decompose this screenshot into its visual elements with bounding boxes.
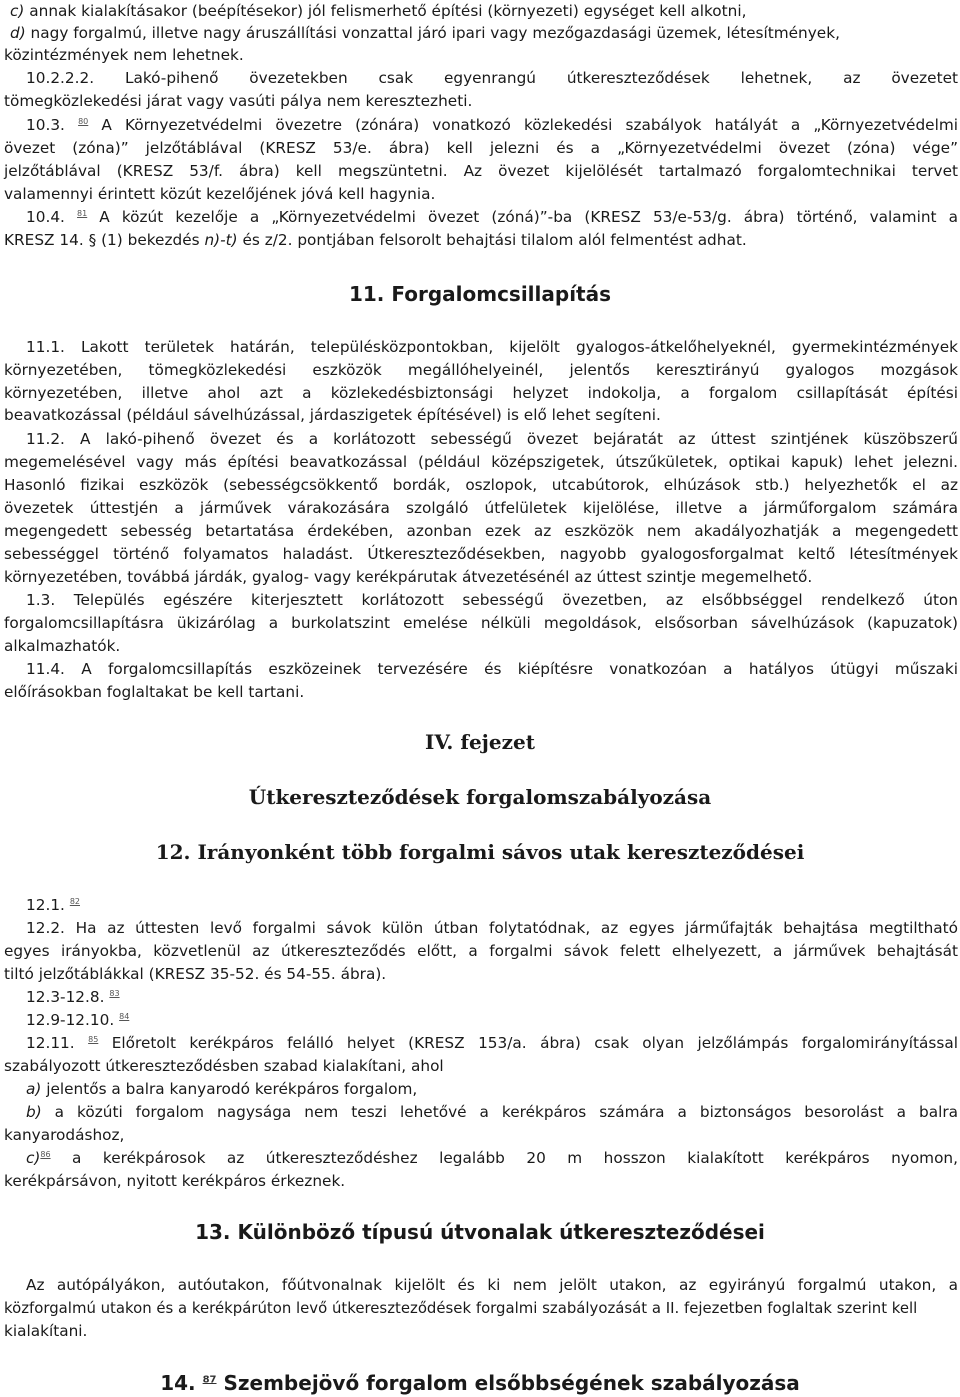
paragraph-line [4,1009,958,1031]
section-number: 12.1. [26,896,65,914]
paragraph-line [4,635,958,657]
paragraph-line [4,44,958,66]
line-text: szabályozott útkereszteződésben szabad kialakítani, ahol [4,1057,444,1075]
paragraph-line [4,986,958,1008]
line-text: jelzőtáblával (KRESZ 53/f. ábra) kell megszüntetni. Az övezet kijelölését tartalmazó forgalomtechnikai tervet [4,162,958,180]
footnote-link[interactable]: 85 [88,1034,99,1044]
paragraph-line [4,90,958,112]
paragraph-line [4,1078,958,1100]
line-text: alkalmazhatók. [4,637,121,655]
line-text: közintézmények nem lehetnek. [4,46,244,64]
line-text: a kerékpárosok az útkereszteződéshez legalább 20 m hosszon kialakított kerékpáros nyomon, [50,1149,958,1167]
paragraph-line [4,359,958,381]
paragraph-line [4,1170,958,1192]
section-heading-12: 12. Irányonként több forgalmi sávos utak kereszteződései [155,840,805,864]
line-text: beavatkozással (például sávelhúzással, járdaszigetek építésével) is elő lehet segíteni. [4,406,661,424]
list-marker: a) [26,1080,42,1098]
line-text: övezetek úttestjén a járművek várakozására szolgáló útfelületek kijelölése, illetve a járműforgalom számára [4,499,958,517]
section-number: 14. [160,1371,196,1395]
line-text: és z/2. pontjában felsorolt behajtási tilalom alól felmentést adhat. [237,231,747,249]
paragraph-line [4,566,958,588]
footnote-link[interactable]: 87 [202,1374,217,1386]
paragraph-line [4,963,958,985]
paragraph-line [4,336,958,358]
line-text: megemelésével vagy más építési beavatkozással (például középszigetek, útszűkületek, optikai kapuk) lehet jelezni. [4,453,958,471]
paragraph-line [4,894,958,916]
paragraph-line [4,589,958,611]
chapter-title: Útkereszteződések forgalomszabályozása [248,785,712,809]
section-number: 12.11. [26,1034,75,1052]
paragraph-line [4,382,958,404]
chapter-number: IV. fejezet [425,730,535,754]
line-text: A Környezetvédelmi övezetre (zónára) vonatkozó közlekedési szabályok hatályát a „Környezetvédelmi [88,116,958,134]
line-text: előírásokban foglaltakat be kell tartani. [4,683,305,701]
line-text: Az autópályákon, autóutakon, főútvonalnak kijelölt és ki nem jelölt utakon, az egyirányú forgalmú utakon, a [26,1276,958,1294]
section-heading-14 [0,1370,960,1396]
paragraph-line [4,114,958,136]
paragraph-line [4,1274,958,1296]
paragraph-line [4,428,958,450]
list-marker: c) [10,2,25,20]
line-text: annak kialakításakor (beépítésekor) jól felismerhető építési (környezeti) egységet kell alkotni, [24,2,747,20]
paragraph-line [4,940,958,962]
line-text: egyes irányokba, közvetlenül az útkereszteződés előtt, a forgalmi sávok felett elhelyezett, a járművek behajtását [4,942,958,960]
footnote-link[interactable]: 82 [69,896,80,906]
paragraph-line [4,917,958,939]
line-text: Hasonló fizikai eszközök (sebességcsökkentő bordák, oszlopok, utcabútorok, elhúzások stb.) helyezhetők el az [4,476,958,494]
line-text: környezetében, továbbá járdák, gyalog- vagy kerékpárutak átvezetésénél az úttest szintje megemelhető. [4,568,813,586]
paragraph-line [4,183,958,205]
list-marker: b) [26,1103,42,1121]
line-text: 12.2. Ha az úttesten levő forgalmi sávok külön útban folytatódnak, az egyes járműfajták behajtása megtiltható [26,919,958,937]
paragraph-line [4,1124,958,1146]
italic-range: n)-t) [204,231,238,249]
line-text: forgalomcsillapításra ükizárólag a burkolatszint emelése nélküli megoldások, elsősorban sávelhúzások (kapuzatok) [4,614,958,632]
line-text: kanyarodáshoz, [4,1126,125,1144]
section-number: 12.9-12.10. [26,1011,115,1029]
section-heading-13: 13. Különböző típusú útvonalak útkereszteződései [195,1220,765,1244]
section-number: 10.4. [26,208,65,226]
line-text: kialakítani. [4,1322,88,1340]
paragraph-line [4,681,958,703]
paragraph-line [4,67,958,89]
footnote-link[interactable]: 80 [78,116,89,126]
paragraph-line [4,543,958,565]
list-marker: d) [10,24,26,42]
line-text: 11.2. A lakó-pihenő övezet és a korlátozott sebességű övezet bejáratát az úttest szintjének küszöbszerű [26,430,958,448]
paragraph-line [4,160,958,182]
line-text: a közúti forgalom nagysága nem teszi lehetővé a kerékpáros számára a biztonságos besorolást a balra [41,1103,958,1121]
line-text: 11.4. A forgalomcsillapítás eszközeinek tervezésére és kiépítésre vonatkozóan a hatályos útügyi műszaki [26,660,958,678]
line-text: sebességgel történő folyamatos haladást. Útkereszteződésekben, nagyobb gyalogosforgalmat keltő létesítmények [4,545,958,563]
paragraph-line [4,22,958,44]
line-text: övezet (zóna)” jelzőtáblával (KRESZ 53/e. ábra) kell jelezni és a „Környezetvédelmi övezet (zóna) vége” [4,139,958,157]
line-text: 11.1. Lakott területek határán, településközpontokban, kijelölt gyalogos-átkelőhelyeknél, gyermekintézmények [26,338,958,356]
line-text: közforgalmú utakon és a kerékpárúton levő útkereszteződések forgalmi szabályozását a II. fejezetben foglaltak szerint kell [4,1299,918,1317]
line-text: Előretolt kerékpáros felálló helyet (KRESZ 153/a. ábra) csak olyan jelzőlámpás forgalomirányítással [98,1034,958,1052]
paragraph-line [4,404,958,426]
heading-text: Szembejövő forgalom elsőbbségének szabályozása [223,1371,800,1395]
section-number: 10.3. [26,116,65,134]
paragraph-line [4,1032,958,1054]
paragraph-line [4,520,958,542]
footnote-link[interactable]: 84 [119,1011,130,1021]
footnote-link[interactable]: 86 [40,1149,51,1159]
paragraph-line [4,451,958,473]
paragraph-line [4,658,958,680]
line-text: 1.3. Település egészére kiterjesztett korlátozott sebességű övezetben, az elsőbbséggel rendelkező úton [26,591,958,609]
line-text: 10.2.2.2. Lakó-pihenő övezetekben csak egyenrangú útkereszteződések lehetnek, az övezetet [26,69,958,87]
paragraph-line [4,206,958,228]
line-text: kerékpársávon, nyitott kerékpáros érkeznek. [4,1172,346,1190]
footnote-link[interactable]: 83 [109,988,120,998]
list-marker: c) [26,1149,41,1167]
line-text: tömegközlekedési járat vagy vasúti pálya nem keresztezheti. [4,92,473,110]
line-text: tiltó jelzőtáblákkal (KRESZ 35-52. és 54-55. ábra). [4,965,387,983]
line-text: KRESZ 14. § (1) bekezdés [4,231,205,249]
paragraph-line [4,0,958,22]
paragraph-line [4,497,958,519]
line-text: környezetében, illetve ahol azt a közlekedésbiztonsági helyzet indokolja, a forgalom csillapítását építési [4,384,958,402]
paragraph-line [4,1320,958,1342]
line-text: környezetében, tömegközlekedési eszközök megállóhelyeinél, jelentős keresztirányú gyalogos mozgások [4,361,958,379]
paragraph-line [4,1055,958,1077]
paragraph-line [4,1147,958,1169]
paragraph-line [4,137,958,159]
paragraph-line [4,612,958,634]
paragraph-line [4,1101,958,1123]
paragraph-line [4,1297,958,1319]
line-text: valamennyi érintett közút kezelőjének jóvá kell hagynia. [4,185,436,203]
line-text: megengedett sebesség betartatása érdekében, azonban ezek az eszközök nem akadályozhatják a megengedett [4,522,958,540]
footnote-link[interactable]: 81 [77,208,88,218]
line-text: jelentős a balra kanyarodó kerékpáros forgalom, [41,1080,418,1098]
section-heading-11: 11. Forgalomcsillapítás [348,282,612,306]
paragraph-line [4,474,958,496]
line-text: A közút kezelője a „Környezetvédelmi övezet (zóná)”-ba (KRESZ 53/e-53/g. ábra) történő, valamint a [87,208,958,226]
section-number: 12.3-12.8. [26,988,105,1006]
line-text: nagy forgalmú, illetve nagy áruszállítási vonzattal járó ipari vagy mezőgazdasági üzemek, létesítmények, [25,24,840,42]
paragraph-line [4,229,958,251]
